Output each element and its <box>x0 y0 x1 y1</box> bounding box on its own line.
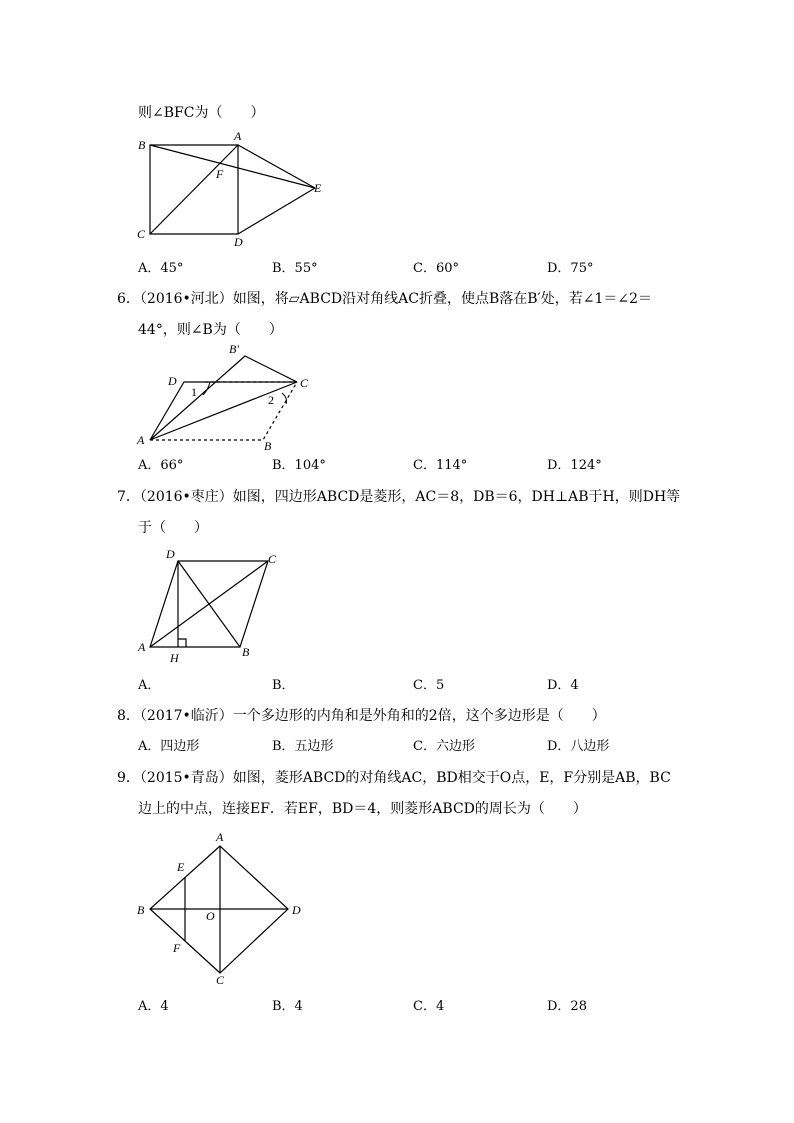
q9-stem-line1: 9．（2015•青岛）如图，菱形ABCD的对角线AC，BD相交于O点，E，F分别是AB，BC <box>117 770 671 786</box>
q6-label-d: D <box>168 374 177 388</box>
q6-label-bprime: B′ <box>229 342 239 356</box>
q6-figure <box>130 340 330 453</box>
q6-label-angle-2: 2 <box>268 393 274 407</box>
q5-label-c: C <box>137 227 146 241</box>
q9-label-b: B <box>137 903 145 917</box>
q9-figure <box>130 828 330 988</box>
q7-figure <box>130 545 300 665</box>
q5-option-b[interactable]: B．55° <box>272 261 318 276</box>
q6-line-a-bprime-c <box>150 356 297 440</box>
q6-option-d[interactable]: D．124° <box>547 458 602 473</box>
q6-option-a[interactable]: A．66° <box>138 458 184 473</box>
q6-stem-line1: 6．（2016•河北）如图，将▱ABCD沿对角线AC折叠，使点B落在B′处，若∠1＝∠2＝ <box>117 291 653 307</box>
q7-option-d[interactable]: D．4 <box>547 678 579 693</box>
q7-stem-line1: 7．（2016•枣庄）如图，四边形ABCD是菱形，AC＝8，DB＝6，DH⊥AB于H，则DH等 <box>117 489 681 505</box>
q6-angle-2-arc <box>282 393 287 404</box>
q9-label-a: A <box>216 830 224 844</box>
q9-label-f: F <box>173 941 181 955</box>
q9-label-o: O <box>206 909 215 923</box>
q5-line-ca <box>150 145 238 234</box>
q5-line-de <box>238 188 315 234</box>
q7-label-d: D <box>166 547 175 561</box>
q7-right-angle-mark <box>178 639 186 647</box>
q7-label-h: H <box>170 651 179 665</box>
q9-stem-line2: 边上的中点，连接EF．若EF，BD＝4，则菱形ABCD的周长为（ ） <box>138 801 587 817</box>
q7-option-b[interactable]: B． <box>272 678 295 693</box>
q7-label-a: A <box>138 640 146 654</box>
q8-stem-line1: 8．（2017•临沂）一个多边形的内角和是外角和的2倍，这个多边形是（ ） <box>117 708 606 724</box>
q6-label-b: B <box>264 439 272 453</box>
q5-option-a[interactable]: A．45° <box>138 261 184 276</box>
q9-option-c[interactable]: C．4 <box>413 999 445 1014</box>
q9-option-b[interactable]: B．4 <box>272 999 303 1014</box>
q6-diagonal-ac <box>150 382 297 440</box>
q8-option-a[interactable]: A．四边形 <box>138 739 200 754</box>
q5-option-d[interactable]: D．75° <box>547 261 594 276</box>
q5-label-e: E <box>314 181 322 195</box>
q7-stem-line2: 于（ ） <box>138 520 208 536</box>
q5-line-ae <box>238 145 315 188</box>
q6-stem-line2: 44°，则∠B为（ ） <box>138 322 283 338</box>
q9-option-d[interactable]: D．28 <box>547 999 587 1014</box>
q8-option-d[interactable]: D．八边形 <box>547 739 610 754</box>
q6-label-angle-1: 1 <box>191 385 197 399</box>
q7-label-b: B <box>242 645 250 659</box>
q8-option-c[interactable]: C．六边形 <box>413 739 475 754</box>
q5-label-d: D <box>234 235 243 249</box>
q5-option-c[interactable]: C．60° <box>413 261 459 276</box>
q7-option-c[interactable]: C．5 <box>413 678 445 693</box>
q6-option-c[interactable]: C．114° <box>413 458 468 473</box>
q7-diagonal-db <box>178 561 240 647</box>
q6-label-c: C <box>300 376 309 390</box>
q5-label-a: A <box>234 129 242 143</box>
q5-line-be <box>150 145 315 188</box>
q9-option-a[interactable]: A．4 <box>138 999 169 1014</box>
q9-label-d: D <box>292 903 301 917</box>
q9-label-c: C <box>216 973 225 987</box>
q7-option-a[interactable]: A． <box>138 678 161 693</box>
q6-label-a: A <box>137 433 145 447</box>
q8-option-b[interactable]: B．五边形 <box>272 739 334 754</box>
q7-label-c: C <box>268 552 277 566</box>
q5-label-f: F <box>216 167 224 181</box>
q5-figure <box>130 128 330 258</box>
q6-option-b[interactable]: B．104° <box>272 458 326 473</box>
q9-label-e: E <box>177 860 185 874</box>
q5-stem-end: 则∠BFC为（ ） <box>138 105 265 121</box>
q5-label-b: B <box>138 138 146 152</box>
